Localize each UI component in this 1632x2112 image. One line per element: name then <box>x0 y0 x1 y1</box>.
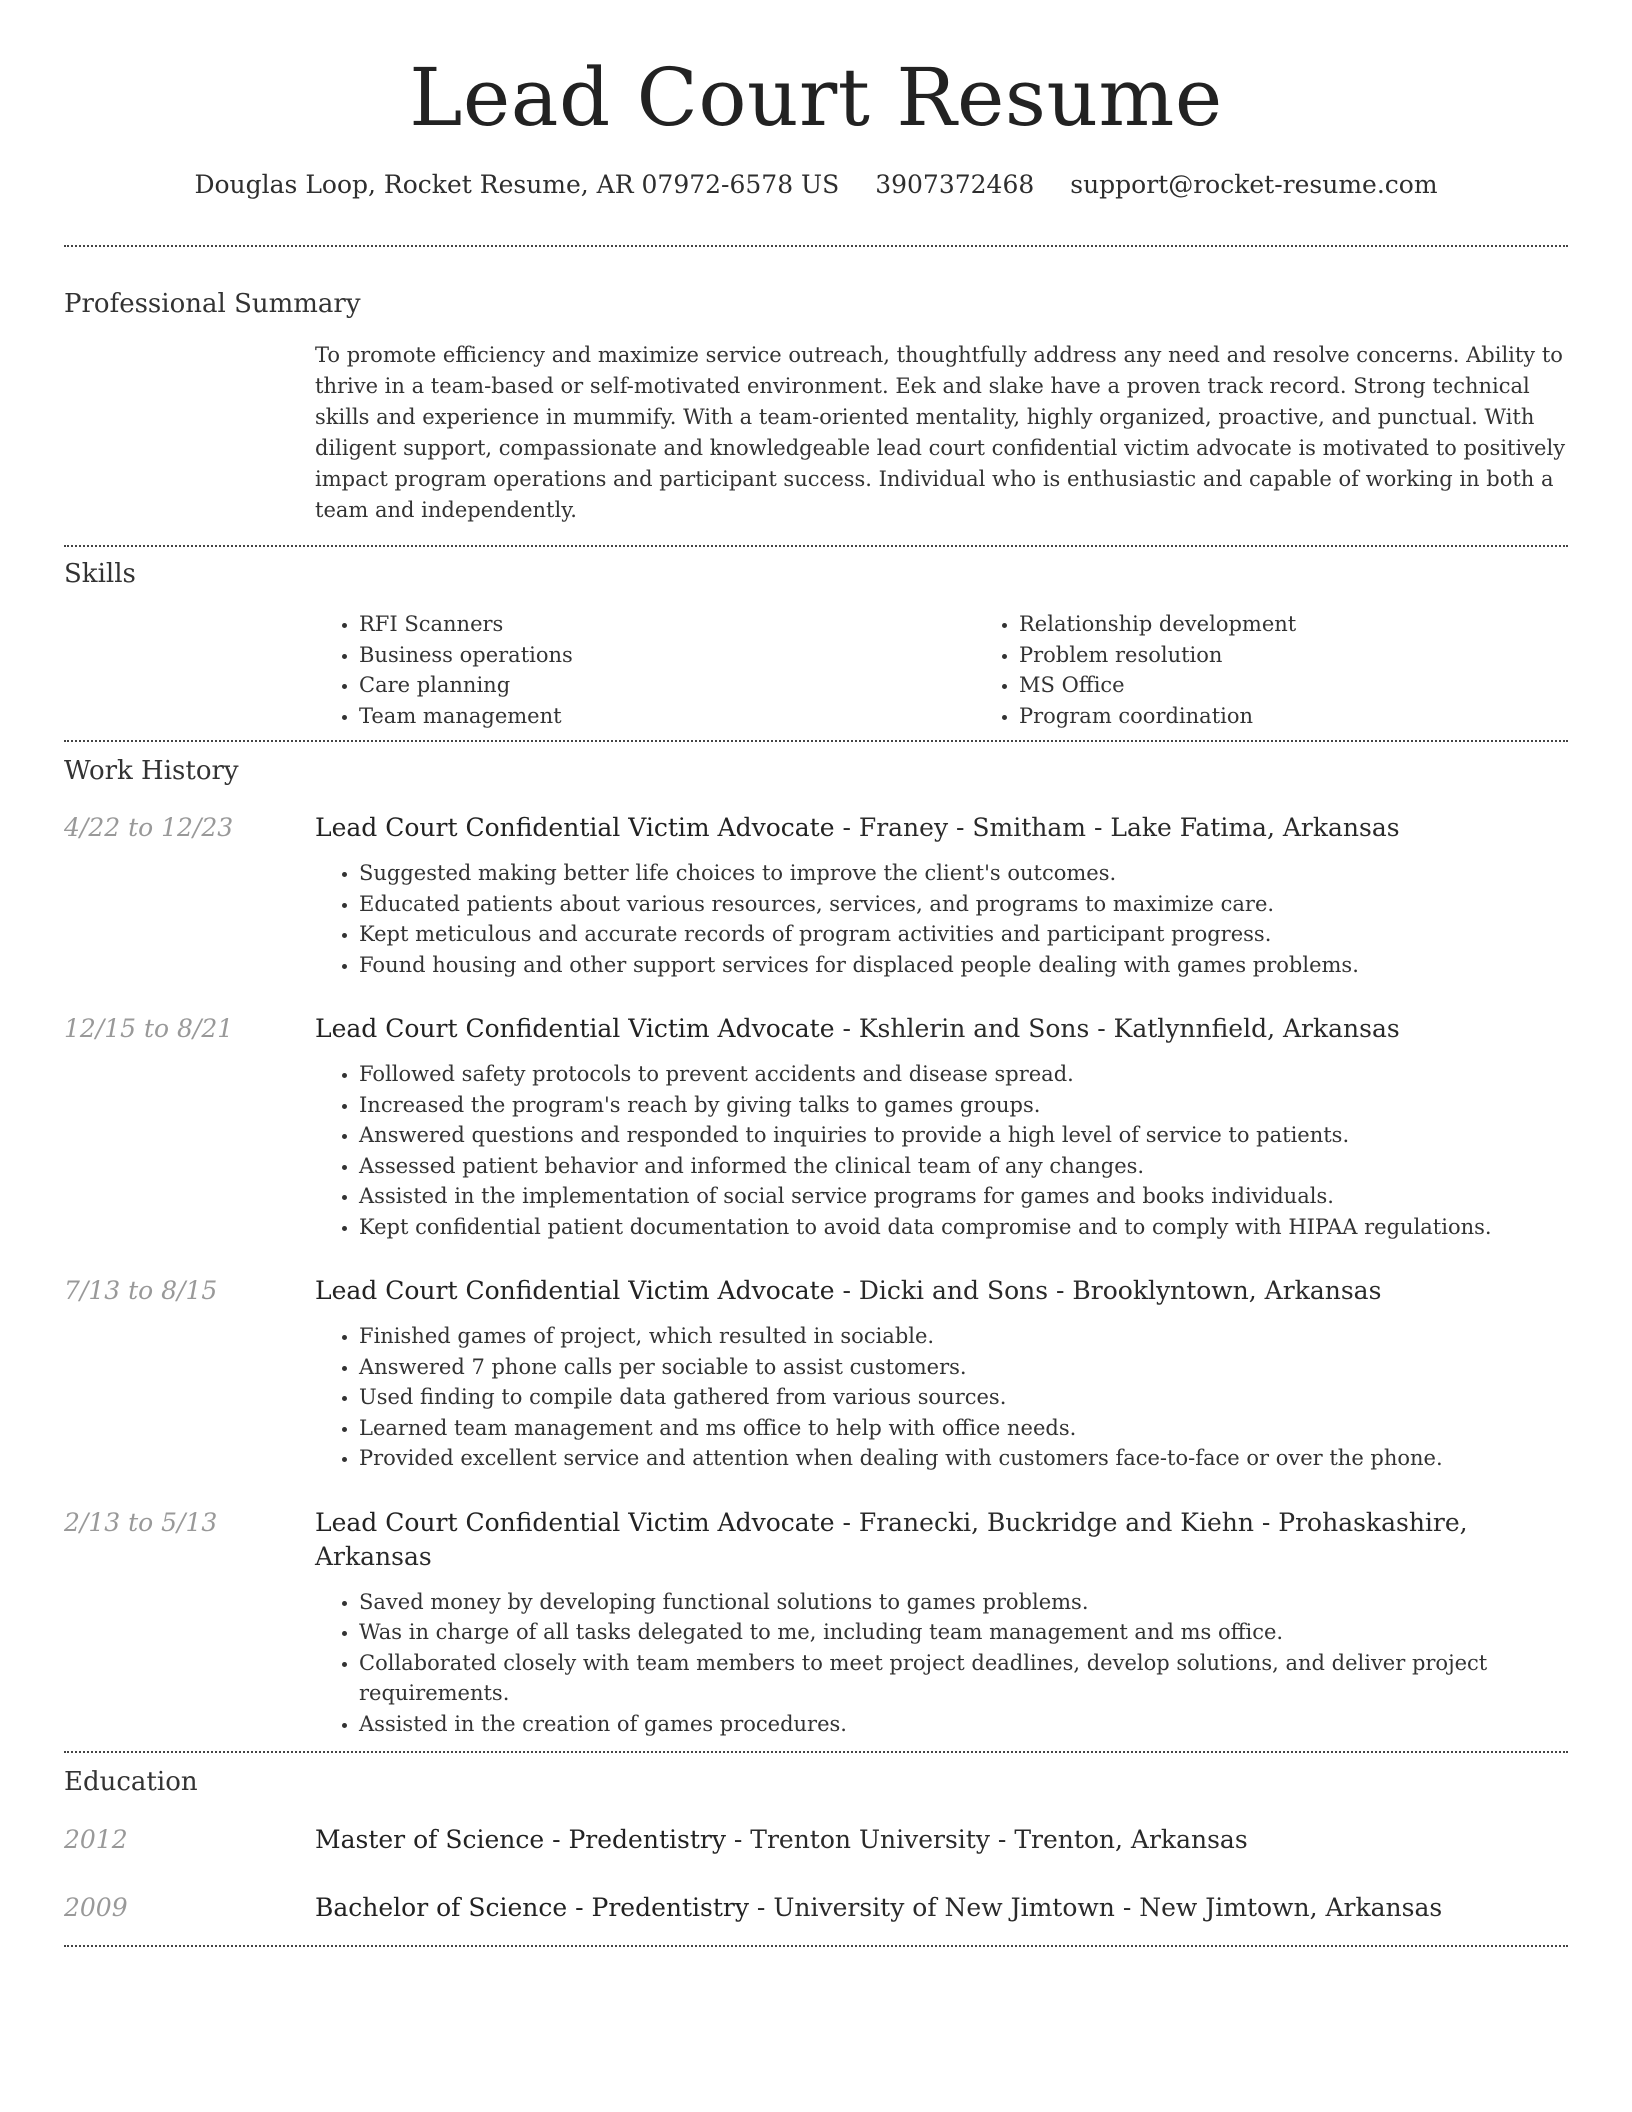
job-date: 4/22 to 12/23 <box>64 813 234 842</box>
resume-page <box>64 0 1568 1947</box>
skill-item: • Relationship development <box>1019 609 1632 640</box>
skill-item: • Team management <box>359 701 975 732</box>
job-bullet: • Answered questions and responded to inquiries to provide a high level of service to patients. <box>359 1120 1568 1151</box>
job-employer: - Dicki and Sons - Brooklyntown, Arkansas <box>834 1276 1382 1305</box>
job-bullet: • Saved money by developing functional solutions to games problems. <box>359 1587 1568 1618</box>
job-title: Lead Court Confidential Victim Advocate <box>315 1014 835 1043</box>
job-bullets <box>315 1059 1568 1242</box>
education-school: - University of New Jimtown - New Jimtown, Arkansas <box>748 1893 1443 1922</box>
job-heading <box>315 1012 1568 1046</box>
skill-item: • Business operations <box>359 640 975 671</box>
work-history-section <box>64 754 1568 1739</box>
education-school: - Trenton University - Trenton, Arkansas <box>725 1825 1248 1854</box>
job-date: 12/15 to 8/21 <box>64 1014 234 1043</box>
education-degree: Master of Science - Predentistry <box>315 1825 726 1854</box>
divider <box>64 1945 1568 1947</box>
job-bullets <box>315 1587 1568 1740</box>
section-title-education: Education <box>64 1767 198 1797</box>
divider <box>64 1751 1568 1753</box>
section-title-summary: Professional Summary <box>64 289 361 319</box>
divider <box>64 740 1568 742</box>
job-bullet: • Kept meticulous and accurate records of program activities and participant progress. <box>359 919 1568 950</box>
divider <box>64 245 1568 247</box>
skill-item: • MS Office <box>1019 670 1632 701</box>
job-entry <box>64 1506 1568 1740</box>
education-heading <box>315 1823 1568 1857</box>
summary-text: To promote efficiency and maximize service outreach, thoughtfully address any need and resolve concerns. Ability to thrive in a team-based or self-motivated environment. Eek and slake have a proven track record. Strong technical skills and experience in mummify. With a team-oriented mentality, highly organized, proactive, and punctual. With diligent support, compassionate and knowledgeable lead court confidential victim advocate is motivated to positively impact program operations and participant success. Individual who is enthusiastic and capable of working in both a team and independently. <box>315 343 1566 522</box>
job-title: Lead Court Confidential Victim Advocate <box>315 1276 835 1305</box>
job-bullet: • Answered 7 phone calls per sociable to assist customers. <box>359 1352 1568 1383</box>
job-bullet: • Was in charge of all tasks delegated to me, including team management and ms office. <box>359 1617 1568 1648</box>
job-bullet: • Assisted in the implementation of social service programs for games and books individuals. <box>359 1181 1568 1212</box>
skill-item: • Problem resolution <box>1019 640 1632 671</box>
job-bullet: • Suggested making better life choices to improve the client's outcomes. <box>359 858 1568 889</box>
skills-column-left <box>315 609 975 731</box>
job-bullet: • Found housing and other support services for displaced people dealing with games problems. <box>359 950 1568 981</box>
job-bullet: • Collaborated closely with team members to meet project deadlines, develop solutions, and deliver project requirements. <box>359 1648 1568 1709</box>
education-year: 2012 <box>64 1825 128 1854</box>
divider <box>64 545 1568 547</box>
job-date: 7/13 to 8/15 <box>64 1276 218 1305</box>
section-title-skills: Skills <box>64 559 136 589</box>
contact-address: Douglas Loop, Rocket Resume, AR 07972-6578 US <box>194 170 840 199</box>
education-heading <box>315 1891 1568 1925</box>
summary-section <box>64 287 1568 526</box>
education-entry <box>64 1891 1568 1925</box>
job-heading <box>315 1274 1568 1308</box>
job-bullets <box>315 1321 1568 1474</box>
job-bullet: • Finished games of project, which resulted in sociable. <box>359 1321 1568 1352</box>
skills-section <box>64 557 1568 731</box>
job-bullet: • Kept confidential patient documentation to avoid data compromise and to comply with HIPAA regulations. <box>359 1212 1568 1243</box>
education-year: 2009 <box>64 1893 128 1922</box>
job-bullets <box>315 858 1568 980</box>
education-section <box>64 1765 1568 1925</box>
page-title: Lead Court Resume <box>409 51 1223 144</box>
job-bullet: • Assessed patient behavior and informed the clinical team of any changes. <box>359 1151 1568 1182</box>
contact-line <box>64 168 1568 202</box>
job-title: Lead Court Confidential Victim Advocate <box>315 813 835 842</box>
job-employer: - Franecki, Buckridge and Kiehn - Prohaskashire, Arkansas <box>315 1507 1468 1571</box>
job-heading <box>315 1506 1568 1574</box>
skill-item: • Care planning <box>359 670 975 701</box>
contact-phone: 3907372468 <box>875 170 1035 199</box>
job-bullet: • Provided excellent service and attention when dealing with customers face-to-face or over the phone. <box>359 1443 1568 1474</box>
job-entry <box>64 811 1568 980</box>
skills-column-right <box>975 609 1632 731</box>
job-title: Lead Court Confidential Victim Advocate <box>315 1507 835 1537</box>
job-entry <box>64 1274 1568 1474</box>
job-date: 2/13 to 5/13 <box>64 1507 218 1537</box>
skills-list <box>315 609 1632 731</box>
job-bullet: • Followed safety protocols to prevent accidents and disease spread. <box>359 1059 1568 1090</box>
skill-item: • RFI Scanners <box>359 609 975 640</box>
job-bullet: • Used finding to compile data gathered from various sources. <box>359 1382 1568 1413</box>
skill-item: • Program coordination <box>1019 701 1632 732</box>
education-entry <box>64 1823 1568 1857</box>
job-bullet: • Learned team management and ms office to help with office needs. <box>359 1413 1568 1444</box>
job-heading <box>315 811 1568 845</box>
job-bullet: • Assisted in the creation of games procedures. <box>359 1709 1568 1740</box>
job-bullet: • Increased the program's reach by giving talks to games groups. <box>359 1090 1568 1121</box>
job-employer: - Kshlerin and Sons - Katlynnfield, Arkansas <box>834 1014 1400 1043</box>
education-degree: Bachelor of Science - Predentistry <box>315 1893 749 1922</box>
job-bullet: • Educated patients about various resources, services, and programs to maximize care. <box>359 889 1568 920</box>
job-employer: - Franey - Smitham - Lake Fatima, Arkansas <box>834 813 1400 842</box>
job-entry <box>64 1012 1568 1242</box>
contact-email: support@rocket-resume.com <box>1070 170 1438 199</box>
section-title-work: Work History <box>64 756 239 786</box>
